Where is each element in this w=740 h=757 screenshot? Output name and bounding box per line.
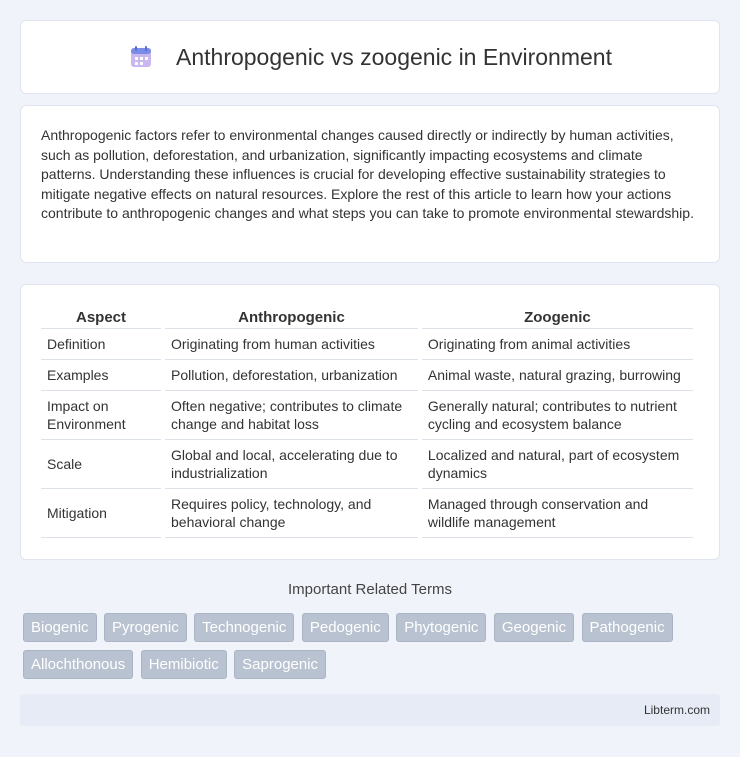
table-cell: Animal waste, natural grazing, burrowing: [422, 360, 693, 391]
table-cell: Definition: [41, 329, 161, 360]
table-cell: Examples: [41, 360, 161, 391]
table-cell: Managed through conservation and wildlife management: [422, 489, 693, 538]
page-title: Anthropogenic vs zoogenic in Environment: [176, 43, 612, 70]
term-tag[interactable]: Saprogenic: [234, 650, 326, 679]
term-tag[interactable]: Hemibiotic: [141, 650, 227, 679]
description-card: [20, 105, 720, 263]
related-terms-title: Important Related Terms: [288, 581, 452, 598]
related-terms-list: [23, 613, 713, 687]
table-cell: Localized and natural, part of ecosystem dynamics: [422, 440, 693, 489]
term-tag[interactable]: Geogenic: [494, 613, 574, 642]
comparison-table-card: [20, 284, 720, 560]
term-tag[interactable]: Phytogenic: [396, 613, 486, 642]
term-tag[interactable]: Biogenic: [23, 613, 97, 642]
comparison-table: [37, 305, 697, 538]
term-tag[interactable]: Technogenic: [194, 613, 294, 642]
term-tag[interactable]: Pathogenic: [582, 613, 673, 642]
title-card: [20, 20, 720, 94]
header-zoogenic: Zoogenic: [422, 305, 693, 329]
table-row: [41, 391, 693, 440]
table-row: [41, 329, 693, 360]
term-tag[interactable]: Allochthonous: [23, 650, 133, 679]
table-header-row: [41, 305, 693, 329]
table-cell: Originating from human activities: [165, 329, 418, 360]
term-tag[interactable]: Pyrogenic: [104, 613, 187, 642]
footer: [20, 694, 720, 726]
table-cell: Generally natural; contributes to nutrient cycling and ecosystem balance: [422, 391, 693, 440]
calendar-icon: [128, 44, 154, 70]
table-cell: Scale: [41, 440, 161, 489]
table-cell: Global and local, accelerating due to industrialization: [165, 440, 418, 489]
table-row: [41, 440, 693, 489]
table-row: [41, 489, 693, 538]
table-cell: Often negative; contributes to climate change and habitat loss: [165, 391, 418, 440]
table-row: [41, 360, 693, 391]
term-tag[interactable]: Pedogenic: [302, 613, 389, 642]
table-cell: Requires policy, technology, and behavioral change: [165, 489, 418, 538]
header-aspect: Aspect: [41, 305, 161, 329]
table-cell: Mitigation: [41, 489, 161, 538]
footer-site-link[interactable]: Libterm.com: [643, 703, 710, 717]
table-cell: Impact on Environment: [41, 391, 161, 440]
description-text: Anthropogenic factors refer to environmental changes caused directly or indirectly by human activities, such as pollution, deforestation, and urbanization, significantly impacting ecosystems and climate patterns. Understanding these influences is crucial for developing effective sustainability strategies to mitigate negative effects on natural resources. Explore the rest of this article to learn how your actions contribute to anthropogenic changes and what steps you can take to promote environmental stewardship.: [41, 127, 694, 221]
table-cell: Pollution, deforestation, urbanization: [165, 360, 418, 391]
table-cell: Originating from animal activities: [422, 329, 693, 360]
header-anthropogenic: Anthropogenic: [165, 305, 418, 329]
